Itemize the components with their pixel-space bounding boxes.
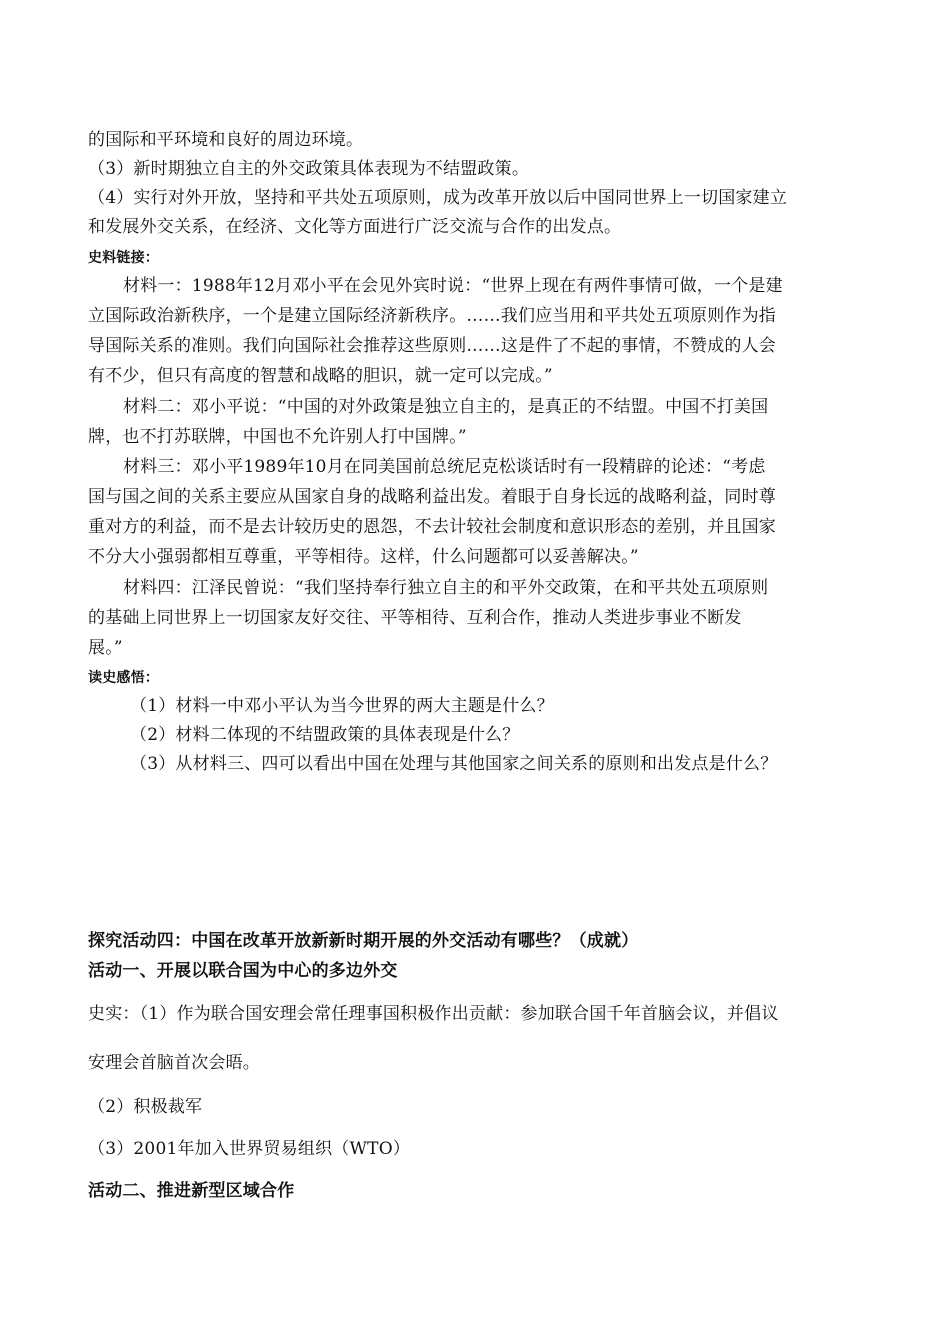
fact-line-1: 史实：（1）作为联合国安理会常任理事国积极作出贡献：参加联合国千年首脑会议，并倡议 <box>88 1004 779 1024</box>
activity-4-title: 探究活动四：中国在改革开放新新时期开展的外交活动有哪些？（成就） <box>88 931 639 951</box>
fact-3: （3）2001年加入世界贸易组织（WTO） <box>88 1139 411 1159</box>
reading-question-3: （3）从材料三、四可以看出中国在处理与其他国家之间关系的原则和出发点是什么？ <box>130 754 778 774</box>
material-4-line: 的基础上同世界上一切国家友好交往、平等相待、互利合作，推动人类进步事业不断发 <box>88 608 742 628</box>
activity-1-title: 活动一、开展以联合国为中心的多边外交 <box>88 961 398 981</box>
reading-question-1: （1）材料一中邓小平认为当今世界的两大主题是什么？ <box>130 696 554 716</box>
material-3-line: 重对方的利益，而不是去计较历史的恩怨，不去计较社会制度和意识形态的差别，并且国家 <box>88 517 776 537</box>
material-2-line: 材料二：邓小平说：“中国的对外政策是独立自主的，是真正的不结盟。中国不打美国 <box>123 397 769 417</box>
material-3-line: 材料三：邓小平1989年10月在同美国前总统尼克松谈话时有一段精辟的论述：“考虑 <box>123 457 766 477</box>
material-1-line: 立国际政治新秩序，一个是建立国际经济新秩序。……我们应当用和平共处五项原则作为指 <box>88 306 776 326</box>
intro-line-2: （3）新时期独立自主的外交政策具体表现为不结盟政策。 <box>88 159 530 179</box>
material-4-line: 展。” <box>88 638 123 658</box>
material-3-line: 国与国之间的关系主要应从国家自身的战略利益出发。着眼于自身长远的战略利益，同时尊 <box>88 487 776 507</box>
intro-line-4: 和发展外交关系，在经济、文化等方面进行广泛交流与合作的出发点。 <box>88 217 622 237</box>
activity-2-title: 活动二、推进新型区域合作 <box>88 1181 295 1201</box>
fact-line-2: 安理会首脑首次会晤。 <box>88 1053 260 1073</box>
material-3-line: 不分大小强弱都相互尊重，平等相待。这样，什么问题都可以妥善解决。” <box>88 547 639 567</box>
fact-2: （2）积极裁军 <box>88 1097 203 1117</box>
material-1-line: 导国际关系的准则。我们向国际社会推荐这些原则……这是件了不起的事情，不赞成的人会 <box>88 336 776 356</box>
intro-line-1: 的国际和平环境和良好的周边环境。 <box>88 130 364 150</box>
material-1-line: 有不少，但只有高度的智慧和战略的胆识，就一定可以完成。” <box>88 366 553 386</box>
reading-heading: 读史感悟： <box>88 670 159 686</box>
reading-question-2: （2）材料二体现的不结盟政策的具体表现是什么？ <box>130 725 520 745</box>
material-1-line: 材料一：1988年12月邓小平在会见外宾时说：“世界上现在有两件事情可做，一个是建 <box>123 276 783 296</box>
material-2-line: 牌，也不打苏联牌，中国也不允许别人打中国牌。” <box>88 427 467 447</box>
source-links-heading: 史料链接： <box>88 250 159 266</box>
intro-line-3: （4）实行对外开放，坚持和平共处五项原则，成为改革开放以后中国同世界上一切国家建立 <box>88 188 788 208</box>
material-4-line: 材料四：江泽民曾说：“我们坚持奉行独立自主的和平外交政策，在和平共处五项原则 <box>123 578 769 598</box>
